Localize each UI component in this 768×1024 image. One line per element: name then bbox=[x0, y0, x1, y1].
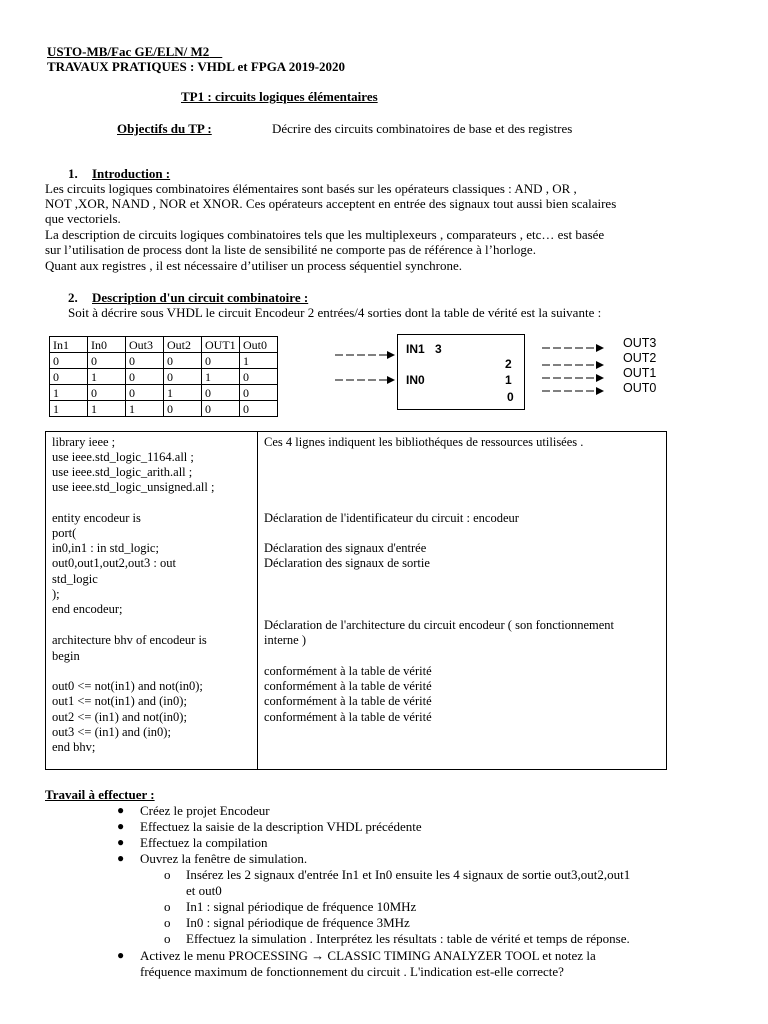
table-cell: 1 bbox=[88, 401, 126, 417]
table-cell: 1 bbox=[202, 369, 240, 385]
column-divider bbox=[257, 432, 258, 769]
encoder-block bbox=[397, 334, 525, 410]
work-subitem: Effectuez la simulation . Interprétez les résultats : table de vérité et temps de réponse. bbox=[186, 931, 630, 946]
work-heading: Travail à effectuer : bbox=[45, 787, 155, 802]
bullet-icon: ● bbox=[117, 803, 125, 817]
tp-title: TP1 : circuits logiques élémentaires bbox=[181, 89, 378, 104]
table-cell: 0 bbox=[88, 385, 126, 401]
truth-table-header-cell: In0 bbox=[88, 337, 126, 353]
circle-bullet-icon: o bbox=[164, 867, 171, 882]
comment-line: Déclaration des signaux d'entrée bbox=[264, 541, 427, 555]
code-line: use ieee.std_logic_arith.all ; bbox=[52, 465, 193, 479]
work-subitem: In1 : signal périodique de fréquence 10MHz bbox=[186, 899, 417, 914]
table-cell: 0 bbox=[202, 385, 240, 401]
code-line: ); bbox=[52, 587, 60, 601]
table-cell: 1 bbox=[50, 385, 88, 401]
comment-line: Déclaration des signaux de sortie bbox=[264, 556, 430, 570]
block-pin1: 1 bbox=[505, 373, 512, 387]
section2-number: 2. bbox=[68, 290, 78, 305]
table-cell: 0 bbox=[202, 401, 240, 417]
code-line: in0,in1 : in std_logic; bbox=[52, 541, 159, 555]
table-cell: 0 bbox=[202, 353, 240, 369]
table-row bbox=[50, 401, 278, 417]
comment-line: conformément à la table de vérité bbox=[264, 664, 432, 678]
truth-table-header-cell: Out3 bbox=[126, 337, 164, 353]
circle-bullet-icon: o bbox=[164, 915, 171, 930]
comment-line: Déclaration de l'identificateur du circuit : encodeur bbox=[264, 511, 519, 525]
intro-line: La description de circuits logiques combinatoires tels que les multiplexeurs , comparateurs , etc… est basée bbox=[45, 227, 605, 242]
table-cell: 0 bbox=[126, 369, 164, 385]
bullet-icon: ● bbox=[117, 819, 125, 833]
table-cell: 0 bbox=[240, 401, 278, 417]
code-line: use ieee.std_logic_1164.all ; bbox=[52, 450, 194, 464]
block-pin3: 3 bbox=[435, 342, 442, 356]
block-pin0: 0 bbox=[507, 390, 514, 404]
table-cell: 0 bbox=[50, 353, 88, 369]
truth-table-header bbox=[50, 337, 278, 353]
work-item: Effectuez la saisie de la description VHDL précédente bbox=[140, 819, 422, 834]
code-line: port( bbox=[52, 526, 77, 540]
comment-line: conformément à la table de vérité bbox=[264, 694, 432, 708]
work-item: Créez le projet Encodeur bbox=[140, 803, 270, 818]
output-label-out2: OUT2 bbox=[623, 351, 657, 365]
output-label-out0: OUT0 bbox=[623, 381, 657, 395]
code-line: architecture bhv of encodeur is bbox=[52, 633, 207, 647]
table-cell: 1 bbox=[50, 401, 88, 417]
truth-table-header-cell: Out0 bbox=[240, 337, 278, 353]
table-cell: 0 bbox=[126, 385, 164, 401]
work-item: fréquence maximum de fonctionnement du circuit . L'indication est-elle correcte? bbox=[140, 964, 564, 979]
work-subitem: Insérez les 2 signaux d'entrée In1 et In0 ensuite les 4 signaux de sortie out3,out2,out1 bbox=[186, 867, 631, 882]
bullet-icon: ● bbox=[117, 835, 125, 849]
output-label-out3: OUT3 bbox=[623, 336, 657, 350]
truth-table bbox=[49, 336, 278, 417]
table-cell: 0 bbox=[240, 385, 278, 401]
code-line: out1 <= not(in1) and (in0); bbox=[52, 694, 187, 708]
block-pin2: 2 bbox=[505, 357, 512, 371]
intro-line: NOT ,XOR, NAND , NOR et XNOR. Ces opérateurs acceptent en entrée des signaux tout aussi bien scalaires bbox=[45, 196, 617, 211]
code-line: begin bbox=[52, 649, 80, 663]
intro-heading: Introduction : bbox=[92, 166, 171, 181]
table-row bbox=[50, 385, 278, 401]
code-line: end encodeur; bbox=[52, 602, 123, 616]
work-subitem: et out0 bbox=[186, 883, 222, 898]
comment-line: conformément à la table de vérité bbox=[264, 679, 432, 693]
code-line: library ieee ; bbox=[52, 435, 116, 449]
table-cell: 0 bbox=[164, 401, 202, 417]
work-subitem: In0 : signal périodique de fréquence 3MHz bbox=[186, 915, 410, 930]
code-line: out3 <= (in1) and (in0); bbox=[52, 725, 171, 739]
table-cell: 1 bbox=[164, 385, 202, 401]
bullet-icon: ● bbox=[117, 948, 125, 962]
header-line1: USTO-MB/Fac GE/ELN/ M2 bbox=[47, 44, 210, 59]
truth-table-header-cell: OUT1 bbox=[202, 337, 240, 353]
table-cell: 0 bbox=[50, 369, 88, 385]
comment-line: interne ) bbox=[264, 633, 306, 647]
work-item: Effectuez la compilation bbox=[140, 835, 268, 850]
section2-heading: Description d'un circuit combinatoire : bbox=[92, 290, 309, 305]
truth-table-header-cell: In1 bbox=[50, 337, 88, 353]
code-line: out0 <= not(in1) and not(in0); bbox=[52, 679, 203, 693]
work-item: Ouvrez la fenêtre de simulation. bbox=[140, 851, 308, 866]
table-cell: 1 bbox=[240, 353, 278, 369]
intro-line: Les circuits logiques combinatoires élémentaires sont basés sur les opérateurs classiques : AND , OR , bbox=[45, 181, 577, 196]
circle-bullet-icon: o bbox=[164, 899, 171, 914]
truth-table-header-cell: Out2 bbox=[164, 337, 202, 353]
objectives-text: Décrire des circuits combinatoires de base et des registres bbox=[272, 121, 573, 136]
objectives-label: Objectifs du TP : bbox=[117, 121, 212, 136]
output-labels bbox=[623, 336, 656, 396]
comment-line: Déclaration de l'architecture du circuit encodeur ( son fonctionnement bbox=[264, 618, 615, 632]
intro-line: sur l’utilisation de process dont la liste de sensibilité ne comporte pas de référence à l’horloge. bbox=[45, 242, 536, 257]
header-line2: TRAVAUX PRATIQUES : VHDL et FPGA 2019-2020 bbox=[47, 59, 346, 74]
code-line: out0,out1,out2,out3 : out bbox=[52, 556, 176, 570]
table-row bbox=[50, 369, 278, 385]
table-cell: 0 bbox=[164, 369, 202, 385]
circle-bullet-icon: o bbox=[164, 931, 171, 946]
output-label-out1: OUT1 bbox=[623, 366, 657, 380]
block-in0-label: IN0 bbox=[406, 373, 425, 387]
bullet-icon: ● bbox=[117, 851, 125, 865]
table-row bbox=[50, 353, 278, 369]
code-line: end bhv; bbox=[52, 740, 96, 754]
intro-line: Quant aux registres , il est nécessaire d’utiliser un process séquentiel synchrone. bbox=[45, 258, 462, 273]
table-cell: 1 bbox=[126, 401, 164, 417]
code-line: entity encodeur is bbox=[52, 511, 141, 525]
comment-line: Ces 4 lignes indiquent les bibliothéques de ressources utilisées . bbox=[264, 435, 584, 449]
code-line: use ieee.std_logic_unsigned.all ; bbox=[52, 480, 215, 494]
work-item: Activez le menu PROCESSING → CLASSIC TIMING ANALYZER TOOL et notez la bbox=[140, 948, 596, 963]
table-cell: 1 bbox=[88, 369, 126, 385]
table-cell: 0 bbox=[126, 353, 164, 369]
block-in1-label: IN1 bbox=[406, 342, 425, 356]
intro-number: 1. bbox=[68, 166, 78, 181]
comment-line: conformément à la table de vérité bbox=[264, 710, 432, 724]
code-line: out2 <= (in1) and not(in0); bbox=[52, 710, 187, 724]
section2-intro: Soit à décrire sous VHDL le circuit Encodeur 2 entrées/4 sorties dont la table de vérité est la suivante : bbox=[68, 305, 602, 320]
table-cell: 0 bbox=[240, 369, 278, 385]
table-cell: 0 bbox=[88, 353, 126, 369]
vhdl-code-table bbox=[45, 431, 667, 770]
table-cell: 0 bbox=[164, 353, 202, 369]
intro-line: que vectoriels. bbox=[45, 211, 121, 226]
code-line: std_logic bbox=[52, 572, 98, 586]
